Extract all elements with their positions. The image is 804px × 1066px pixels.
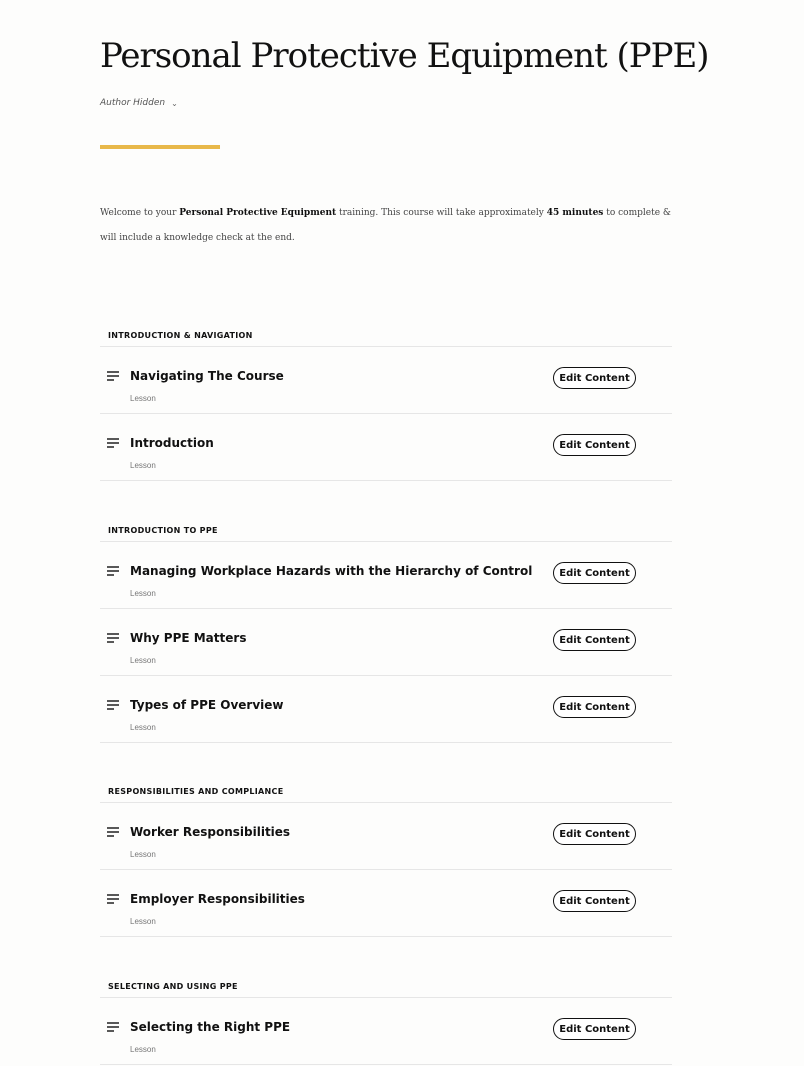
intro-text: to complete & will include a knowledge check at the end. <box>100 208 671 243</box>
lesson-row[interactable] <box>100 347 672 414</box>
lesson-row[interactable] <box>100 414 672 481</box>
lesson-text-icon <box>107 633 120 644</box>
intro-text: Welcome to your <box>100 208 180 218</box>
author-name: Author Hidden <box>100 98 166 108</box>
lesson-text-icon <box>107 827 120 838</box>
edit-content-button[interactable]: Edit Content <box>553 890 636 912</box>
edit-content-button[interactable]: Edit Content <box>553 562 636 584</box>
lesson-row[interactable] <box>100 998 672 1065</box>
author-dropdown[interactable] <box>100 98 178 108</box>
lesson-title[interactable]: Employer Responsibilities <box>130 892 305 906</box>
section-title: RESPONSIBILITIES AND COMPLIANCE <box>108 787 284 796</box>
lesson-title[interactable]: Navigating The Course <box>130 369 284 383</box>
lesson-title[interactable]: Managing Workplace Hazards with the Hierarchy of Control <box>130 564 533 578</box>
course-description <box>100 201 672 251</box>
lesson-title[interactable]: Introduction <box>130 436 214 450</box>
section-title: INTRODUCTION TO PPE <box>108 526 218 535</box>
intro-course-name: Personal Protective Equipment <box>179 208 337 218</box>
edit-content-button[interactable]: Edit Content <box>553 1018 636 1040</box>
lesson-row[interactable] <box>100 609 672 676</box>
edit-content-button[interactable]: Edit Content <box>553 823 636 845</box>
lesson-row[interactable] <box>100 803 672 870</box>
intro-duration: 45 minutes <box>546 208 604 218</box>
section-responsibilities-compliance <box>100 782 672 937</box>
section-selecting-using-ppe <box>100 977 672 1065</box>
chevron-down-icon: ⌄ <box>171 98 178 108</box>
lesson-row[interactable] <box>100 870 672 937</box>
lesson-type: Lesson <box>130 1045 156 1054</box>
lesson-type: Lesson <box>130 461 156 470</box>
lesson-row[interactable] <box>100 542 672 609</box>
lesson-type: Lesson <box>130 723 156 732</box>
section-title: INTRODUCTION & NAVIGATION <box>108 331 253 340</box>
edit-content-button[interactable]: Edit Content <box>553 696 636 718</box>
lesson-row[interactable] <box>100 676 672 743</box>
lesson-text-icon <box>107 566 120 577</box>
title-accent-bar <box>100 145 220 149</box>
lesson-text-icon <box>107 1022 120 1033</box>
section-introduction-navigation <box>100 326 672 481</box>
edit-content-button[interactable]: Edit Content <box>553 434 636 456</box>
lesson-type: Lesson <box>130 589 156 598</box>
lesson-text-icon <box>107 894 120 905</box>
lesson-title[interactable]: Why PPE Matters <box>130 631 247 645</box>
lesson-type: Lesson <box>130 394 156 403</box>
lesson-text-icon <box>107 371 120 382</box>
lesson-title[interactable]: Selecting the Right PPE <box>130 1020 291 1034</box>
page-title: Personal Protective Equipment (PPE) <box>100 36 709 76</box>
lesson-text-icon <box>107 438 120 449</box>
lesson-type: Lesson <box>130 656 156 665</box>
intro-text: training. This course will take approximately <box>336 208 547 218</box>
lesson-text-icon <box>107 700 120 711</box>
edit-content-button[interactable]: Edit Content <box>553 367 636 389</box>
edit-content-button[interactable]: Edit Content <box>553 629 636 651</box>
lesson-title[interactable]: Worker Responsibilities <box>130 825 291 839</box>
lesson-title[interactable]: Types of PPE Overview <box>130 698 284 712</box>
section-introduction-to-ppe <box>100 521 672 743</box>
lesson-type: Lesson <box>130 917 156 926</box>
section-title: SELECTING AND USING PPE <box>108 982 238 991</box>
lesson-type: Lesson <box>130 850 156 859</box>
